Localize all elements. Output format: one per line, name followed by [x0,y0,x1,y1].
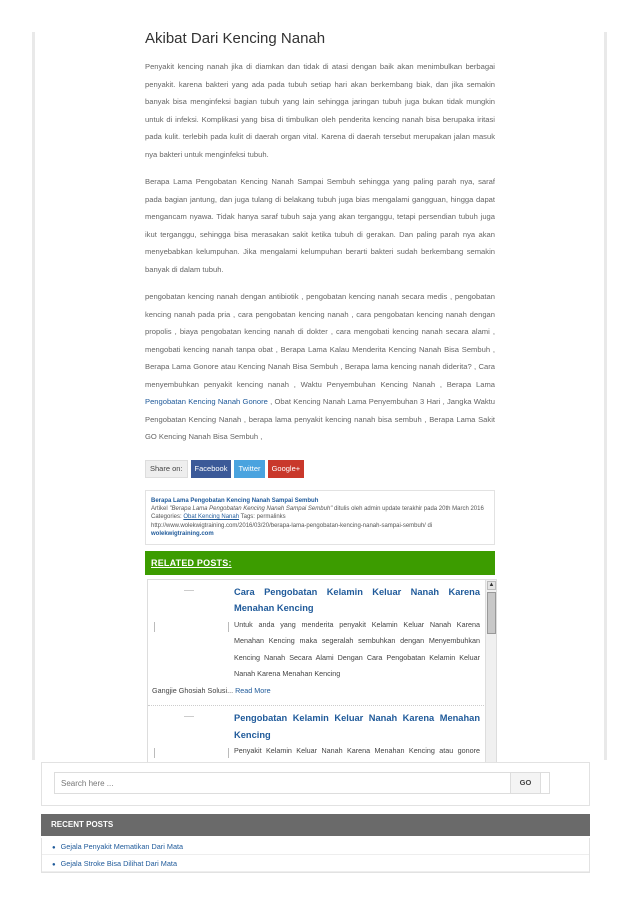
scroll-thumb[interactable] [487,592,496,634]
related-post-text: Penyakit Kelamin Keluar Nanah Karena Menahan Kencing atau gonore [234,746,480,756]
keywords-text: pengobatan kencing nanah dengan antibiotik , pengobatan kencing nanah secara medis , pengobatan kencing nanah pada pria , cara pengobatan kencing nanah , cara pengobatan kencing nanah dengan propolis , biaya pengobatan kencing nanah di dokter , cara mengobati kencing nanah secara alami , mengobati kencing nanah tanpa obat , Berapa Lama Kalau Menderita Kencing Nanah Bisa Sembuh , Berapa Lama Gonore atau Kencing Nanah Bisa Sembuh , Berapa lama kencing nanah diderita? , Cara menyembuhkan penyakit kencing nanah , Waktu Penyembuhan Kencing Nanah , Berapa Lama [145,292,495,389]
recent-post-link[interactable]: Gejala Stroke Bisa Dilihat Dari Mata [60,859,178,868]
thumb-line [184,590,194,591]
scroll-up-icon[interactable]: ▲ [488,581,495,588]
post-info-italic: "Berapa Lama Pengobatan Kencing Nanah Sampai Sembuh" [169,505,333,512]
article-paragraph-3 [145,288,495,446]
post-info-suffix: ditulis oleh admin update terakhir pada 20th March 2016 Categories: [151,505,484,521]
site-link[interactable]: wolekwigtraining.com [151,531,214,538]
recent-post-item[interactable] [42,838,589,855]
thumb-line [184,716,194,717]
article-paragraph-1: Penyakit kencing nanah jika di diamkan dan tidak di atasi dengan baik akan menimbulkan berbagai penyakit. karena bakteri yang ada pada tubuh setiap hari akan berkembang biak, dan jika semakin banyak bisa menginfeksi bagian tubuh yang lain sehingga jaringan tubuh juga bukan tidak mungkin untuk di infeksi. Komplikasi yang bisa di timbulkan oleh penderita kencing nanah bisa berupaka iritasi pada kulit. terlebih pada kulit di daerah organ vital. Karena di daerah tersebut merupakan jalan masuk nya bakteri untuk menginfeksi tubuh. [145,62,495,159]
thumb-line [154,748,155,758]
share-bar [145,460,495,478]
search-widget [41,762,590,806]
google-plus-share-button[interactable]: Google+ [268,460,305,478]
article-content [145,30,495,779]
read-more-link[interactable]: Read More [235,685,271,695]
post-info-title[interactable]: Berapa Lama Pengobatan Kencing Nanah Sampai Sembuh [151,497,319,504]
recent-post-item[interactable] [42,855,589,872]
twitter-share-button[interactable]: Twitter [234,460,264,478]
search-go-button[interactable]: GO [510,772,541,794]
post-info-line [151,505,489,522]
related-posts-box [147,579,497,779]
thumb-line [228,748,229,758]
article-title: Akibat Dari Kencing Nanah [145,30,326,47]
post-info-box [145,490,495,545]
thumb-line [228,622,229,632]
bullet-icon: ● [52,845,56,851]
post-permalink[interactable]: http://www.wolekwigtraining.com/2016/03/20/berapa-lama-pengobatan-kencing-nanah-sampai-sembuh/ di [151,522,433,529]
related-post-tail: Gangjie Ghosiah Solusi... [152,685,234,695]
article-paragraph-2: Berapa Lama Pengobatan Kencing Nanah Sampai Sembuh sehingga yang paling parah nya, saraf pada bagian jantung, dan juga tulang di belakang tubuh juga bias mengalami gangguan, hingga dapat mengancam nyawa. Tidak hanya saraf tubuh saja yang akan terganggu, tetapi persendian tubuh juga ikut terganggu, sehingga bisa merasakan sakit ketika tubuh di gerakan. Dan paling parah nya akan menyebabkan kelumpuhan. Jika mengalami kelumpuhan berarti bakteri sudah berkembang semakin banyak di dalam tubuh. [145,177,495,274]
post-category-link[interactable]: Obat Kencing Nanah [183,514,240,521]
thumbnail-placeholder[interactable] [154,590,228,650]
post-info-prefix: Artikel [151,505,170,512]
related-scrollbar[interactable] [485,580,496,778]
recent-post-link[interactable]: Gejala Penyakit Mematikan Dari Mata [60,842,184,851]
share-label: Share on: [145,460,188,478]
related-post-item [148,580,496,707]
recent-posts-list [41,838,590,873]
keywords-text-end: , Obat Kencing Nanah Lama Penyembuhan 3 Hari , Jangka Waktu Pengobatan Kencing Nanah , berapa lama penyakit kencing nanah bisa sembuh , Berapa Lama Sakit GO Kencing Nanah Bisa Sembuh , [145,397,495,441]
related-posts-heading: RELATED POSTS: [145,551,495,575]
facebook-share-button[interactable]: Facebook [191,460,232,478]
related-post-title[interactable]: Cara Pengobatan Kelamin Keluar Nanah Karena Menahan Kencing [234,586,480,614]
thumb-line [154,622,155,632]
bullet-icon: ● [52,862,56,868]
related-post-text: Untuk anda yang menderita penyakit Kelamin Keluar Nanah Karena Menahan Kencing maka segeralah sembuhkan dengan Menyembuhkan Kencing Nanah Secara Alami Dengan Cara Pengobatan Kelamin Keluar Nanah Karena Menahan Kencing [234,619,480,679]
search-input[interactable] [54,772,550,794]
recent-posts-heading: RECENT POSTS [41,814,590,836]
keyword-link[interactable]: Pengobatan Kencing Nanah Gonore [145,397,268,406]
post-tags: Tags: permalinks [239,514,286,521]
related-post-title[interactable]: Pengobatan Kelamin Keluar Nanah Karena Menahan Kencing [234,713,480,740]
